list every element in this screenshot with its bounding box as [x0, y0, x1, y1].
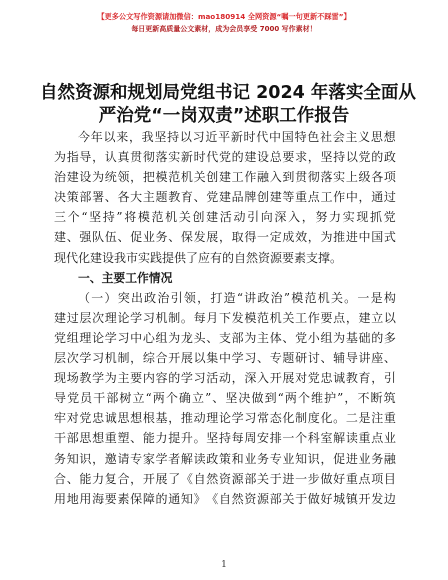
text-line: 层 次 学 习 机 制 ， 综 合 开 展 以 集 中 学 习 、 专 题 研 讨 、 辅 导 讲 座 、 — [54, 351, 396, 366]
text-line: 为 指 导 ， 认 真 贯 彻 落 实 新 时 代 党 的 建 设 总 要 求 ， 坚 持 以 党 的 政 — [54, 150, 396, 165]
title-line-2: 严治党“一岗双责”述职工作报告 — [98, 106, 350, 126]
text-line: 现 场 教 学 为 主 要 内 容 的 学 习 活 动 ， 深 入 开 展 对 党 忠 诚 教 育 ， 引 — [54, 371, 396, 386]
text-line: 合 、 能 力 复 合 ， 开 展 了 《 自 然 资 源 部 关 于 进 一 步 做 好 重 点 项 目 — [54, 471, 396, 486]
text-line: 决 策 部 署 、 各 大 主 题 教 育 、 党 建 品 牌 创 建 等 重 点 工 作 中 ， 通 过 — [54, 190, 396, 205]
document-title — [40, 82, 416, 128]
text-line: 现代化建设我市实践提供了应有的自然资源要素支撑。 — [54, 250, 343, 265]
banner-line-2: 每日更新高质量公文素材，成为会员享受 7000 写作素材！ — [131, 25, 317, 33]
text-line: 三 个 “ 坚 持 ” 将 模 范 机 关 创 建 活 动 引 向 深 入 ， 努 力 实 现 抓 党 — [54, 210, 396, 225]
text-line: 今 年 以 来 ， 我 坚 持 以 习 近 平 新 时 代 中 国 特 色 社 会 主 义 思 想 — [78, 130, 396, 144]
text-line: 治 建 设 为 统 领 ， 把 模 范 机 关 创 建 工 作 融 入 到 贯 彻 落 实 上 级 各 项 — [54, 170, 396, 185]
title-line-1: 自然资源和规划局党组书记 2024 年落实全面从 — [40, 83, 416, 103]
document-body — [54, 127, 396, 509]
text-line: 党 组 理 论 学 习 中 心 组 为 龙 头 、 支 部 为 主 体 、 党 小 组 为 基 础 的 多 — [54, 330, 396, 345]
text-line: 用 地 用 海 要 素 保 障 的 通 知 》 《 自 然 资 源 部 关 于 做 好 城 镇 开 发 边 — [54, 491, 396, 506]
page-number: 1 — [221, 560, 227, 570]
text-line: 建 、 强 队 伍 、 促 业 务 、 保 发 展 ， 取 得 一 定 成 效 ， 为 推 进 中 国 式 — [54, 230, 396, 245]
header-banner — [0, 11, 448, 35]
text-line: 牢 对 党 忠 诚 思 想 根 基 ， 推 动 理 论 学 习 常 态 化 制 度 化 。 二 是 注 重 — [54, 411, 396, 426]
banner-line-1: 【更多公文写作资源请加微信：mao180914 全网资源“嘱一句更新不踩雷”】 — [97, 12, 351, 21]
text-line: 导 党 员 干 部 树 立 “ 两 个 确 立 ” 、 坚 决 做 到 “ 两 个 维 护 ” ， 不 断 筑 — [54, 391, 396, 406]
section-heading: 一、主要工作情况 — [78, 270, 173, 285]
text-line: 建 过 层 次 理 论 学 习 机 制 。 每 月 下 发 模 范 机 关 工 作 要 点 ， 建 立 以 — [54, 310, 396, 325]
text-line: （ 一 ） 突 出 政 治 引 领 ， 打 造 “ 讲 政 治 ” 模 范 机 关 。 一 是 构 — [78, 290, 396, 305]
text-line: 干 部 思 想 重 塑 、 能 力 提 升 。 坚 持 每 周 安 排 一 个 科 室 解 读 重 点 业 — [54, 431, 396, 446]
text-line: 务 知 识 ， 邀 请 专 家 学 者 解 读 政 策 和 业 务 专 业 知 识 ， 促 进 业 务 融 — [54, 451, 396, 466]
